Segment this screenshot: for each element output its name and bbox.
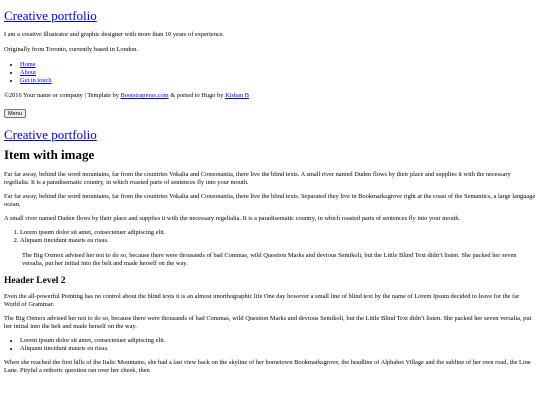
nav-item-home [20,61,536,69]
site-description: I am a creative illustrator and graphic designer with more than 10 years of experience. [4,30,225,38]
template-credit-link[interactable]: Bootstrapious.com [120,91,169,99]
copyright-middle: & ported to Hugo by [168,91,226,99]
sidebar-nav [4,61,536,85]
nav-item-contact [20,77,536,85]
paragraph: When she reached the first hills of the Italic Mountains, she had a last view back on the skyline of her hometown Bookmarksgrove, the headline of Alphabet Village and the subline of her own road, the Line Lane. Pityful a rethoric question ran over her cheek, then [4,358,531,374]
paragraph: Far far away, behind the word mountains, far from the countries Vokalia and Consonantia, there live the blind texts. A small river named Duden flows by their place and supplies it with the necessary regelialia. It is a paradisematic country, in which roasted parts of sentences fly into your mouth. [4,170,511,186]
port-credit-link[interactable]: Kishan B [225,91,250,99]
list-item: • Lorem ipsum dolor sit amet, consectetuer adipiscing elit. [20,337,536,345]
copyright-footer [4,92,536,100]
nav-link-home[interactable]: Home [20,60,36,68]
main-site-title [4,128,536,143]
paragraph: Far far away, behind the word mountains, far from the countries Vokalia and Consonantia, there live the blind texts. Separated they live in Bookmarksgrove right at the coast of the Semantics, a large language ocean. [4,192,536,208]
subheading: Header Level 2 [4,275,66,286]
list-item: 1. Lorem ipsum dolor sit amet, consectetuer adipiscing elit. [20,229,536,237]
nav-link-get-in-touch[interactable]: Get in touch [20,76,52,84]
unordered-list [4,337,536,353]
list-item: 2. Aliquam tincidunt mauris eu risus. [20,237,536,245]
list-item: • Aliquam tincidunt mauris eu risus. [20,345,536,353]
paragraph: The Big Oxmox advised her not to do so, because there were thousands of bad Commas, wild Question Marks and devious Semikoli, but the Little Blind Text didn’t listen. She packed her seven versalia, put her initial into the belt and made herself on the way. [4,314,532,330]
nav-link-about[interactable]: About [20,68,36,76]
blockquote: The Big Oxmox advised her not to do so, because there were thousands of bad Commas, wild Question Marks and devious Semikoli, but the Little Blind Text didn’t listen. She packed her seven versalia, put her initial into the belt and made herself on the way. [22,251,517,267]
copyright-prefix: ©2016 Your name or company | Template by [4,91,121,99]
ordered-list [4,229,536,245]
sidebar [4,9,536,118]
menu-button[interactable]: Menu [4,109,26,118]
post-title: Item with image [4,146,95,162]
site-title-link[interactable]: Creative portfolio [4,8,97,23]
paragraph: Even the all-powerful Pointing has no control about the blind texts it is an almost unorthographic life One day however a small line of blind text by the name of Lorem Ipsum decided to leave for the far World of Grammar. [4,292,520,308]
sidebar-site-title [4,9,536,24]
nav-item-about [20,69,536,77]
main-content [4,128,536,375]
site-location: Originally from Toronto, currently based in London. [4,45,138,53]
paragraph: A small river named Duden flows by their place and supplies it with the necessary regelialia. It is a paradisematic country, in which roasted parts of sentences fly into your mouth. [4,214,461,222]
main-site-title-link[interactable]: Creative portfolio [4,126,97,142]
